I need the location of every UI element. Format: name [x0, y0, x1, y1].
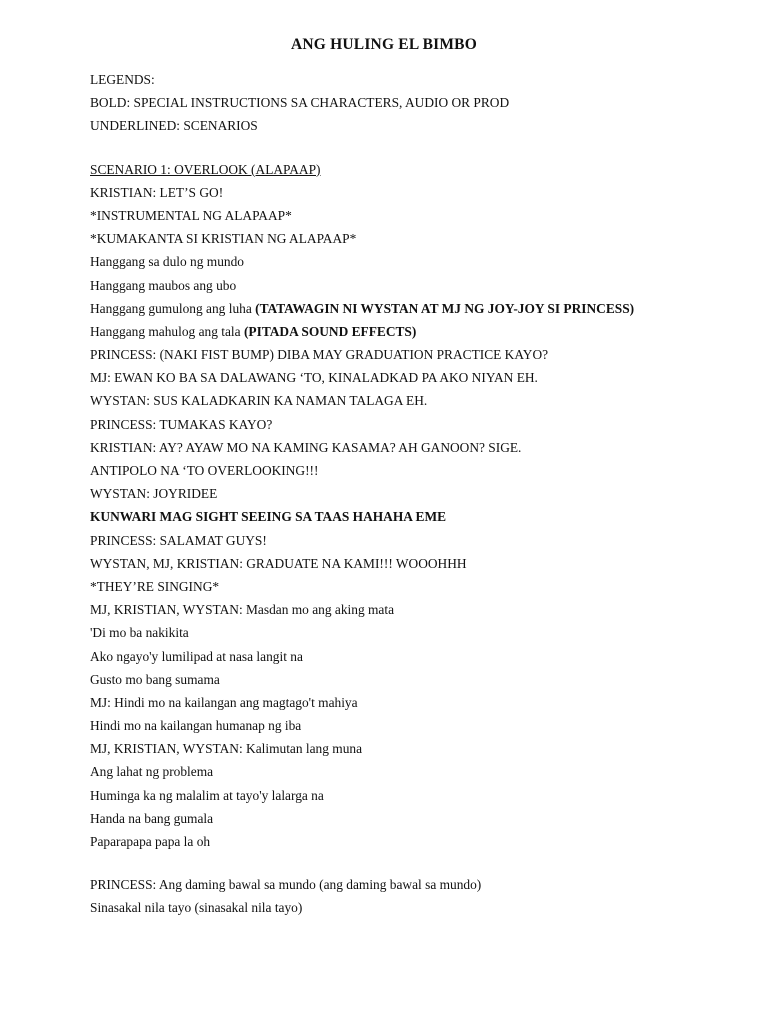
special-instruction: (PITADA SOUND EFFECTS) — [243, 323, 417, 339]
script-line: WYSTAN: JOYRIDEE — [90, 486, 218, 502]
lyric-line: Handa na bang gumala — [90, 810, 214, 826]
lyric-line: 'Di mo ba nakikita — [90, 625, 189, 641]
special-instruction-line: KUNWARI MAG SIGHT SEEING SA TAAS HAHAHA EME — [90, 509, 447, 525]
lyric-line: Ako ngayo'y lumilipad at nasa langit na — [90, 648, 303, 664]
legend-underlined: UNDERLINED: SCENARIOS — [90, 118, 258, 134]
special-instruction: (TATAWAGIN NI WYSTAN AT MJ NG JOY-JOY SI PRINCESS) — [255, 300, 635, 316]
lyric-line: Hanggang sa dulo ng mundo — [90, 254, 244, 270]
script-line: ANTIPOLO NA ‘TO OVERLOOKING!!! — [90, 463, 319, 478]
legend-bold: BOLD: SPECIAL INSTRUCTIONS SA CHARACTERS, AUDIO OR PROD — [90, 95, 510, 111]
spacer — [90, 857, 650, 877]
script-line: PRINCESS: (NAKI FIST BUMP) DIBA MAY GRADUATION PRACTICE KAYO? — [90, 347, 549, 363]
lyric-line: MJ, KRISTIAN, WYSTAN: Masdan mo ang aking mata — [90, 602, 395, 618]
lyric-line: Huminga ka ng malalim at tayo'y lalarga na — [90, 787, 324, 803]
script-line: *THEY’RE SINGING* — [90, 578, 220, 594]
lyric-line: Gusto mo bang sumama — [90, 671, 220, 687]
script-line: WYSTAN, MJ, KRISTIAN: GRADUATE NA KAMI!!! WOOOHHH — [90, 555, 467, 571]
script-line: *INSTRUMENTAL NG ALAPAAP* — [90, 207, 292, 223]
script-line: PRINCESS: SALAMAT GUYS! — [90, 532, 267, 548]
script-line: PRINCESS: TUMAKAS KAYO? — [90, 416, 273, 432]
lyric-line: PRINCESS: Ang daming bawal sa mundo (ang daming bawal sa mundo) — [90, 877, 482, 893]
lyric-text: Hanggang gumulong ang luha — [90, 300, 252, 316]
lyric-line: MJ, KRISTIAN, WYSTAN: Kalimutan lang muna — [90, 741, 363, 757]
script-line: WYSTAN: SUS KALADKARIN KA NAMAN TALAGA EH. — [90, 393, 428, 409]
script-line: MJ: EWAN KO BA SA DALAWANG ‘TO, KINALADKAD PA AKO NIYAN EH. — [90, 370, 538, 386]
script-line: KRISTIAN: AY? AYAW MO NA KAMING KASAMA? AH GANOON? SIGE. — [90, 439, 522, 455]
lyric-line: Hanggang maubos ang ubo — [90, 277, 237, 293]
document-body — [90, 72, 650, 924]
lyric-line: Paparapapa papa la oh — [90, 834, 211, 849]
legends-heading: LEGENDS: — [90, 72, 155, 87]
script-line: *KUMAKANTA SI KRISTIAN NG ALAPAAP* — [90, 231, 357, 247]
lyric-line: Ang lahat ng problema — [90, 764, 214, 780]
lyric-line: Sinasakal nila tayo (sinasakal nila tayo) — [90, 900, 303, 916]
document-title: ANG HULING EL BIMBO — [291, 36, 477, 53]
lyric-line-with-instruction — [90, 301, 650, 317]
scenario-heading: SCENARIO 1: OVERLOOK (ALAPAAP) — [90, 161, 321, 177]
spacer — [90, 142, 650, 162]
lyric-line: Hindi mo na kailangan humanap ng iba — [90, 718, 302, 734]
script-line: KRISTIAN: LET’S GO! — [90, 184, 224, 200]
lyric-text: Hanggang mahulog ang tala — [90, 323, 241, 339]
lyric-line-with-instruction — [90, 324, 650, 340]
lyric-line: MJ: Hindi mo na kailangan ang magtago't mahiya — [90, 694, 358, 710]
